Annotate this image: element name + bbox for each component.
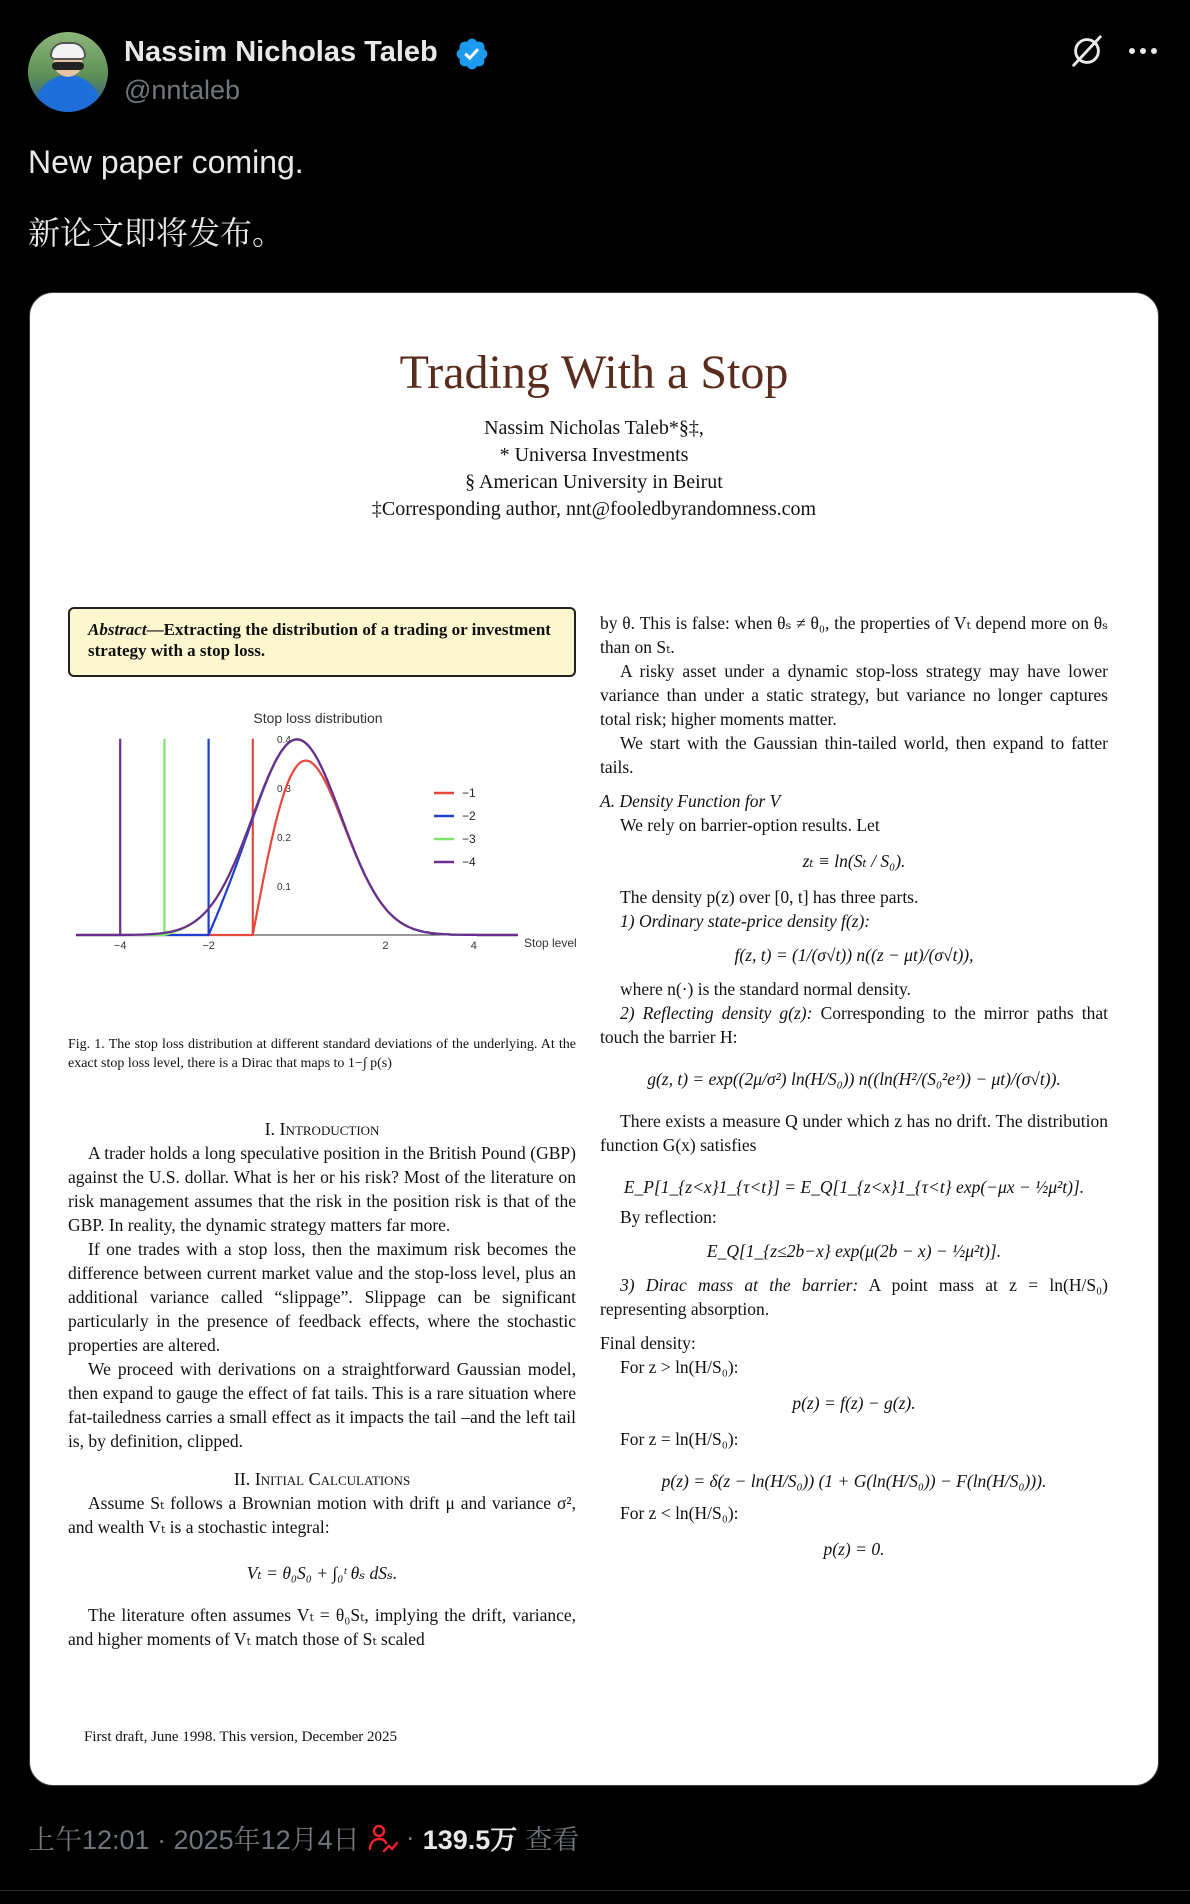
paper-footer: First draft, June 1998. This version, December 2025 — [84, 1729, 398, 1745]
left-column — [68, 1117, 576, 1651]
paragraph: The literature often assumes Vₜ = θ₀Sₜ, implying the drift, variance, and higher moments of Vₜ match those of Sₜ scaled — [68, 1605, 576, 1649]
paragraph: We start with the Gaussian thin-tailed world, then expand to fatter tails. — [600, 733, 1108, 777]
paragraph: There exists a measure Q under which z has no drift. The distribution function G(x) satisfies — [600, 1111, 1108, 1155]
author-handle[interactable]: @nntaleb — [124, 75, 240, 105]
equation: E_Q[1_{z≤2b−x} exp(μ(2b − x) − ½μ²t)]. — [706, 1241, 1002, 1261]
avatar[interactable] — [28, 32, 108, 112]
equation: p(z) = f(z) − g(z). — [792, 1393, 916, 1413]
paragraph: We rely on barrier-option results. Let — [620, 815, 880, 835]
paper-image[interactable] — [29, 292, 1159, 1786]
verified-badge-icon[interactable] — [454, 36, 490, 72]
equation: p(z) = δ(z − ln(H/S₀)) (1 + G(ln(H/S₀)) − F(ln(H/S₀))). — [661, 1471, 1047, 1491]
paragraph: The density p(z) over [0, t] has three parts. — [620, 887, 919, 907]
tweet-text-chinese: 新论文即将发布。 — [28, 215, 285, 251]
tweet-meta — [28, 1818, 579, 1857]
paragraph: A point mass at z = ln(H/S₀) representing absorption. — [600, 1275, 1108, 1319]
equation: zₜ ≡ ln(Sₜ / S₀). — [802, 851, 906, 871]
paragraph: By reflection: — [620, 1207, 717, 1227]
affiliation-line: § American University in Beirut — [465, 471, 723, 493]
analytics-icon[interactable] — [366, 1821, 400, 1855]
chart-series-line — [76, 761, 518, 935]
subsection-heading: 2) Reflecting density g(z): — [620, 1003, 813, 1023]
subsection-heading: A. Density Function for V — [600, 791, 781, 811]
stop-loss-chart — [68, 697, 588, 1027]
more-options-icon[interactable] — [1126, 34, 1160, 68]
author-line: Nassim Nicholas Taleb*§‡, — [484, 417, 704, 439]
section-heading: II. Initial Calculations — [233, 1469, 411, 1489]
paragraph: We proceed with derivations on a straightforward Gaussian model, then expand to gauge the effect of fat tails. This is a rare situation where fat-tailedness carries a small effect as it impacts the tail –and the left tail is, by definition, clipped. — [68, 1359, 576, 1451]
abstract-label: Abstract — [88, 620, 147, 639]
figure-caption: Fig. 1. The stop loss distribution at different standard deviations of the underlying. At the exact stop loss level, there is a Dirac that maps to 1−∫ p(s) — [68, 1037, 576, 1071]
chart-legend-label: −2 — [462, 809, 476, 823]
chart-legend-label: −3 — [462, 832, 476, 846]
paper-authors — [30, 415, 1158, 523]
affiliation-line: * Universa Investments — [499, 444, 689, 466]
section-heading: I. Introduction — [264, 1119, 380, 1139]
views-label: 查看 — [525, 1825, 580, 1855]
paragraph: by θ. This is false: when θₛ ≠ θ₀, the properties of Vₜ depend more on θₛ than on Sₜ. — [600, 613, 1108, 657]
equation: p(z) = 0. — [823, 1539, 885, 1559]
author-display-name[interactable]: Nassim Nicholas Taleb — [124, 36, 438, 68]
paragraph: For z > ln(H/S₀): — [620, 1357, 739, 1377]
abstract-box — [68, 607, 576, 677]
sunglasses-graphic — [52, 62, 84, 70]
equation: f(z, t) = (1/(σ√t)) n((z − μt)/(σ√t)), — [734, 945, 974, 965]
paragraph: where n(·) is the standard normal density. — [620, 979, 911, 999]
paragraph: For z < ln(H/S₀): — [620, 1503, 739, 1523]
meta-separator: · — [405, 1822, 415, 1852]
paragraph: A trader holds a long speculative position in the British Pound (GBP) against the U.S. dollar. What is her or his risk? Most of the literature on risk management assumes that the risk in the position risk is that of the GBP. In reality, the dynamic strategy matters far more. — [68, 1143, 576, 1235]
paragraph: If one trades with a stop loss, then the maximum risk becomes the difference between current market value and the stop-loss level, plus an additional variance called “slippage”. Slippage can be significant particularly in the presence of feedback effects, where the stochastic properties are altered. — [68, 1239, 576, 1355]
paragraph: A risky asset under a dynamic stop-loss strategy may have lower variance than under a static strategy, but variance no longer captures total risk; higher moments matter. — [600, 661, 1108, 729]
chart-x-tick-label: 4 — [470, 940, 477, 952]
paragraph: Final density: — [600, 1333, 696, 1353]
tweet-text-english: New paper coming. — [28, 144, 304, 180]
right-column — [600, 611, 1108, 1573]
equation: Vₜ = θ₀S₀ + ∫₀ᵗ θₛ dSₛ. — [246, 1563, 398, 1583]
grok-icon[interactable] — [1068, 32, 1106, 70]
chart-x-label: Stop level — [524, 936, 577, 950]
chart-series-line — [76, 739, 518, 935]
chart-series-line — [76, 739, 518, 935]
paper-title: Trading With a Stop — [399, 346, 789, 399]
paragraph: Assume Sₜ follows a Brownian motion with drift μ and variance σ², and wealth Vₜ is a stochastic integral: — [68, 1493, 576, 1537]
correspondence-line: ‡Corresponding author, nnt@fooledbyrandomness.com — [371, 498, 817, 520]
equation: g(z, t) = exp((2μ/σ²) ln(H/S₀)) n((ln(H²/(S₀²eᶻ)) − μt)/(σ√t)). — [647, 1069, 1061, 1089]
views-count: 139.5万 — [422, 1825, 518, 1855]
paragraph: Corresponding to the mirror paths that touch the barrier H: — [600, 1003, 1108, 1047]
chart-x-tick-label: −2 — [202, 940, 215, 952]
chart-x-tick-label: −4 — [113, 940, 127, 952]
chart-legend-label: −4 — [462, 855, 476, 869]
chart-y-tick-label: 0.2 — [277, 832, 291, 844]
chart-y-tick-label: 0.1 — [277, 881, 291, 893]
chart-series-line — [76, 739, 518, 935]
equation: E_P[1_{z<x}1_{τ<t}] = E_Q[1_{z<x}1_{τ<t} exp(−μx − ½μ²t)]. — [623, 1177, 1085, 1197]
chart-y-tick-label: 0.3 — [277, 783, 291, 795]
subsection-heading: 3) Dirac mass at the barrier: — [620, 1275, 859, 1295]
divider — [0, 1890, 1190, 1891]
abstract-text: —Extracting the distribution of a trading or investment strategy with a stop loss. — [88, 620, 551, 660]
subsection-heading: 1) Ordinary state-price density f(z): — [620, 911, 871, 931]
timestamp[interactable]: 上午12:01 · 2025年12月4日 — [28, 1825, 360, 1855]
chart-plot-area — [76, 735, 518, 952]
helmet-graphic — [50, 42, 86, 60]
chart-x-tick-label: 2 — [382, 940, 389, 952]
chart-y-tick-label: 0.4 — [277, 734, 291, 746]
paragraph: For z = ln(H/S₀): — [620, 1429, 739, 1449]
chart-legend-label: −1 — [462, 786, 476, 800]
chart-title: Stop loss distribution — [253, 710, 383, 726]
